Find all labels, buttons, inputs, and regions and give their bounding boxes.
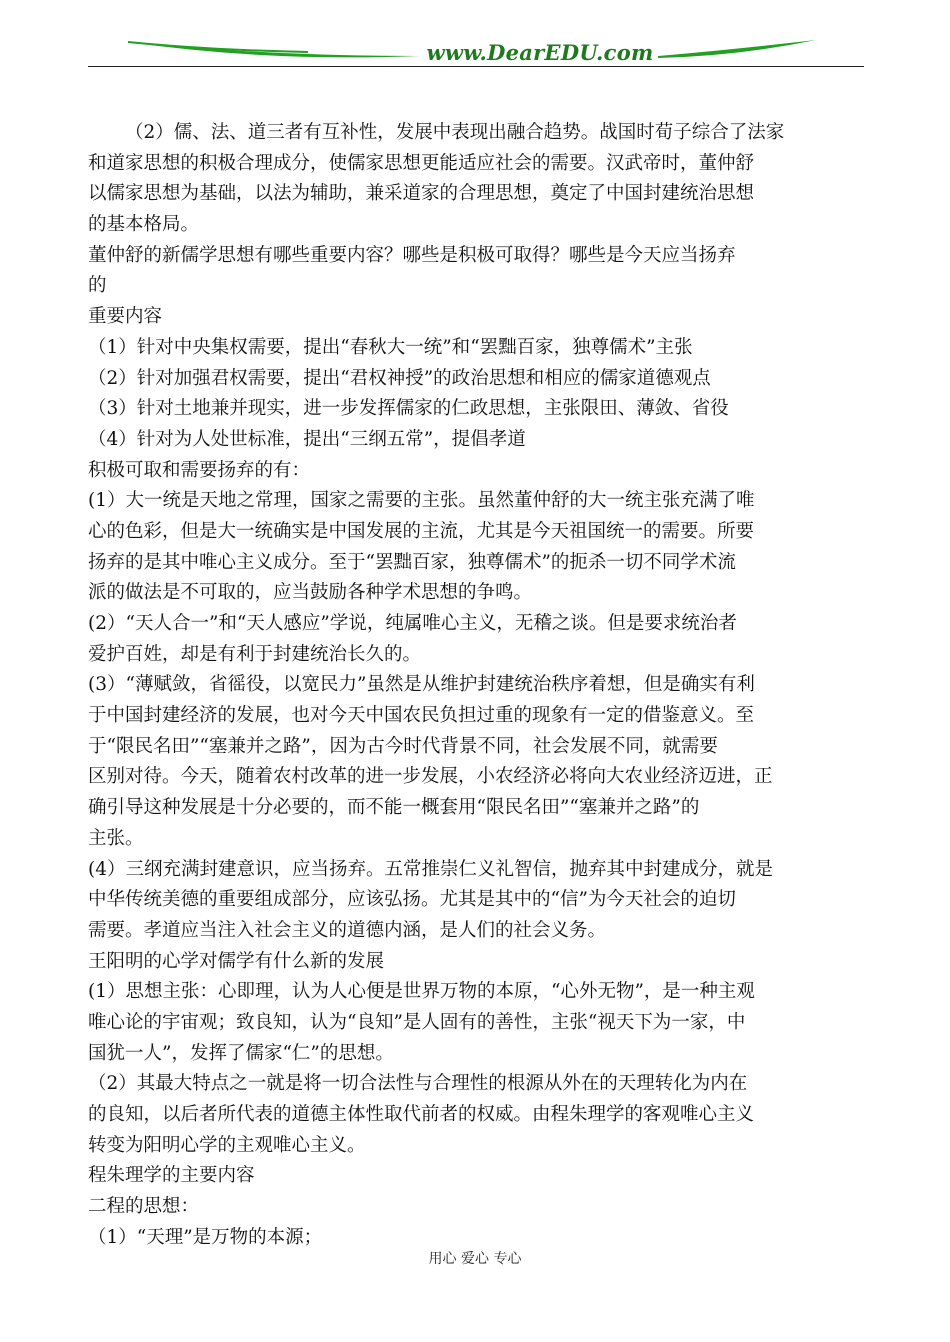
document-body bbox=[88, 118, 864, 1253]
text-line: 王阳明的心学对儒学有什么新的发展 bbox=[88, 950, 385, 972]
text-line: (3）“薄赋敛，省徭役，以宽民力”虽然是从维护封建统治秩序着想，但是确实有利 bbox=[88, 674, 755, 696]
text-line: (2）“天人合一”和“天人感应”学说，纯属唯心主义，无稽之谈。但是要求统治者 bbox=[88, 613, 737, 634]
text-line: 唯心论的宇宙观；致良知，认为“良知”是人固有的善性，主张“视天下为一家，中 bbox=[88, 1011, 746, 1033]
text-line: 派的做法是不可取的，应当鼓励各种学术思想的争鸣。 bbox=[88, 582, 533, 604]
text-line: 董仲舒的新儒学思想有哪些重要内容？哪些是积极可取得？哪些是今天应当扬弃 bbox=[88, 244, 736, 266]
text-line: 重要内容 bbox=[88, 306, 163, 328]
text-line: (1）大一统是天地之常理，国家之需要的主张。虽然董仲舒的大一统主张充满了唯 bbox=[88, 490, 755, 512]
text-line: (1）思想主张：心即理，认为人心便是世界万物的本原，“心外无物”，是一种主观 bbox=[88, 981, 755, 1003]
text-line: 需要。孝道应当注入社会主义的道德内涵，是人们的社会义务。 bbox=[88, 919, 607, 941]
text-line: 心的色彩，但是大一统确实是中国发展的主流，尤其是今天祖国统一的需要。所要 bbox=[88, 520, 755, 542]
text-line: （2）其最大特点之一就是将一切合法性与合理性的根源从外在的天理转化为内在 bbox=[88, 1073, 748, 1095]
text-line: （1）“天理”是万物的本源； bbox=[88, 1226, 323, 1248]
text-line: （4）针对为人处世标准，提出“三纲五常”，提倡孝道 bbox=[88, 428, 526, 450]
text-line: 于“限民名田”“塞兼并之路”，因为古今时代背景不同，社会发展不同，就需要 bbox=[88, 735, 718, 757]
text-line: 二程的思想： bbox=[88, 1196, 200, 1218]
text-line: 区别对待。今天，随着农村改革的进一步发展，小农经济必将向大农业经济迈进，正 bbox=[88, 766, 773, 788]
text-line: 确引导这种发展是十分必要的，而不能一概套用“限民名田”“塞兼并之路”的 bbox=[88, 797, 700, 819]
text-line: 的良知，以后者所代表的道德主体性取代前者的权威。由程朱理学的客观唯心主义 bbox=[88, 1104, 755, 1125]
text-line: 中华传统美德的重要组成部分，应该弘扬。尤其是其中的“信”为今天社会的迫切 bbox=[88, 889, 736, 911]
text-line: 以儒家思想为基础，以法为辅助，兼采道家的合理思想，奠定了中国封建统治思想 bbox=[88, 183, 755, 205]
header-divider bbox=[88, 66, 864, 67]
page-footer: 用心 爱心 专心 bbox=[428, 1251, 522, 1267]
site-logo[interactable]: www.DearEDU.com bbox=[426, 40, 654, 65]
text-line: （1）针对中央集权需要，提出“春秋大一统”和“罢黜百家，独尊儒术”主张 bbox=[88, 336, 693, 358]
text-line: 扬弃的是其中唯心主义成分。至于“罢黜百家，独尊儒术”的扼杀一切不同学术流 bbox=[88, 551, 736, 573]
page-header bbox=[88, 36, 864, 70]
text-line: 转变为阳明心学的主观唯心主义。 bbox=[88, 1134, 366, 1156]
text-line: 积极可取和需要扬弃的有： bbox=[88, 459, 311, 481]
text-line: (4）三纲充满封建意识，应当扬弃。五常推崇仁义礼智信，抛弃其中封建成分，就是 bbox=[88, 858, 773, 880]
text-line: 程朱理学的主要内容 bbox=[88, 1165, 255, 1187]
text-line: 的基本格局。 bbox=[88, 214, 200, 236]
text-line: 和道家思想的积极合理成分，使儒家思想更能适应社会的需要。汉武帝时，董仲舒 bbox=[88, 152, 755, 174]
text-line: 主张。 bbox=[88, 827, 144, 849]
text-line: 爱护百姓，却是有利于封建统治长久的。 bbox=[88, 643, 422, 665]
text-line: （2）儒、法、道三者有互补性，发展中表现出融合趋势。战国时荀子综合了法家 bbox=[125, 122, 785, 143]
text-line: 于中国封建经济的发展，也对今天中国农民负担过重的现象有一定的借鉴意义。至 bbox=[88, 705, 755, 727]
text-line: （2）针对加强君权需要，提出“君权神授”的政治思想和相应的儒家道德观点 bbox=[88, 367, 711, 389]
text-line: （3）针对土地兼并现实，进一步发挥儒家的仁政思想，主张限田、薄敛、省役 bbox=[88, 398, 729, 420]
text-line: 的 bbox=[88, 275, 107, 297]
text-line: 国犹一人”，发挥了儒家“仁”的思想。 bbox=[88, 1042, 394, 1064]
